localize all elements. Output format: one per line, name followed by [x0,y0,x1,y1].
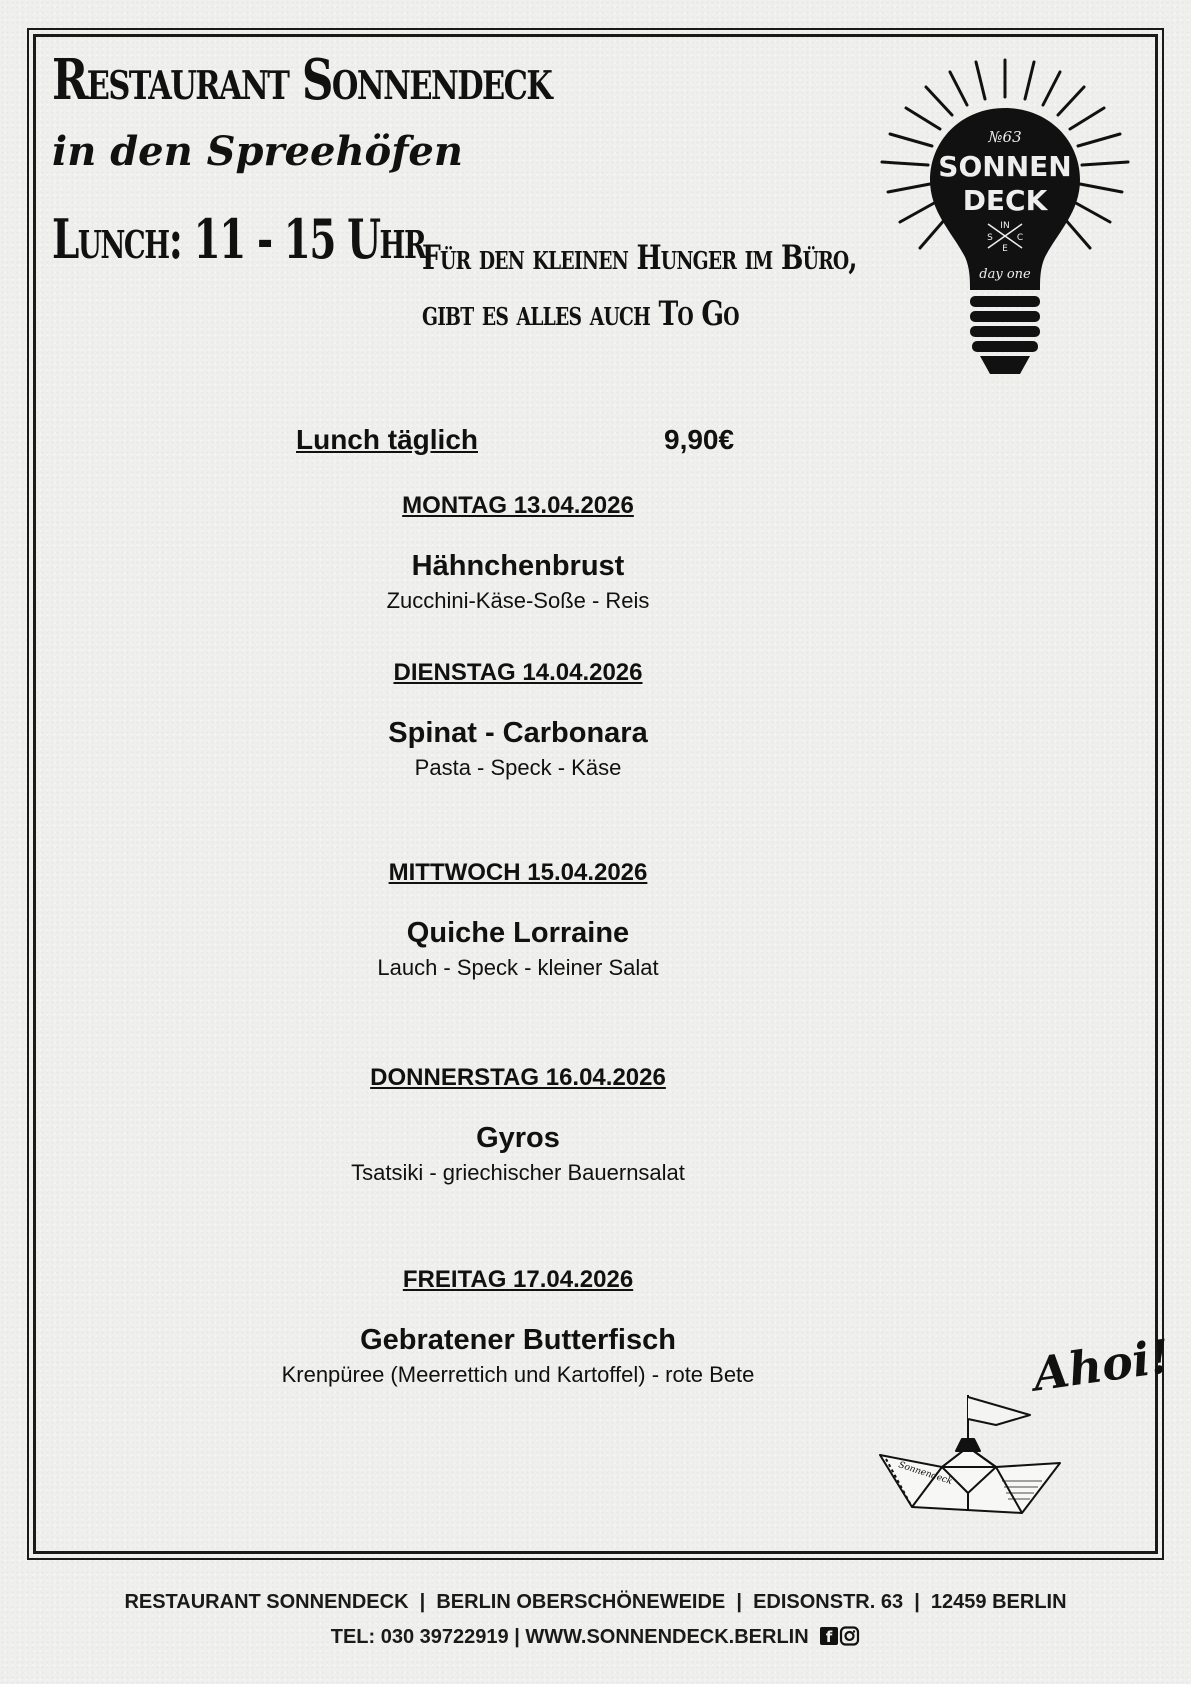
tagline-line-2: gibt es alles auch To Go [422,294,739,334]
dish-name: Spinat - Carbonara [388,717,648,749]
compass-label-n: IN [1000,221,1010,231]
lunch-hours: Lunch: 11 - 15 Uhr [52,207,426,271]
dish-description: Tsatsiki - griechischer Bauernsalat [351,1160,685,1185]
lightbulb-logo [870,52,1140,382]
tagline [422,230,857,342]
lunch-price-row [296,423,735,457]
compass-label-s: S [987,233,993,243]
dish-name: Gebratener Butterfisch [360,1324,676,1356]
social-icons [820,1626,860,1646]
facebook-letter: f [825,1628,833,1646]
tagline-line-1: Für den kleinen Hunger im Büro, [422,238,857,278]
facebook-icon[interactable] [820,1627,838,1646]
logo-tagline: day one [979,267,1031,282]
compass-label-c: C [1016,233,1024,243]
ahoi-script: Ahoi! [1029,1328,1174,1402]
dish-name: Hähnchenbrust [411,550,625,582]
instagram-icon[interactable] [841,1628,858,1645]
restaurant-title: Restaurant Sonnendeck [52,47,552,113]
day-heading: DONNERSTAG 16.04.2026 [370,1064,666,1091]
menu-day-monday [0,491,1036,615]
logo-word-1: SONNEN [938,150,1072,183]
dish-description: Pasta - Speck - Käse [414,755,622,780]
bulb-base-icon [970,296,1040,374]
lunch-price-label: Lunch täglich [296,424,478,455]
menu-day-tuesday [0,658,1036,782]
day-heading: DIENSTAG 14.04.2026 [393,659,643,686]
logo-word-2: DECK [962,184,1048,217]
dish-description: Krenpüree (Meerrettich und Kartoffel) - rote Bete [281,1362,755,1387]
dish-description: Zucchini-Käse-Soße - Reis [386,588,650,613]
dish-description: Lauch - Speck - kleiner Salat [377,955,659,980]
day-heading: MITTWOCH 15.04.2026 [388,859,648,886]
footer-contact-text: TEL: 030 39722919 | WWW.SONNENDECK.BERLIN [330,1626,809,1648]
dish-name: Gyros [476,1122,560,1154]
footer-address: RESTAURANT SONNENDECK | BERLIN OBERSCHÖNEWEIDE | EDISONSTR. 63 | 12459 BERLIN [124,1591,1067,1613]
day-heading: MONTAG 13.04.2026 [402,492,634,519]
dish-name: Quiche Lorraine [406,917,630,949]
menu-day-friday [0,1265,1036,1389]
menu-day-wednesday [0,858,1036,982]
day-heading: FREITAG 17.04.2026 [402,1266,634,1293]
restaurant-subtitle: in den Spreehöfen [52,128,463,175]
lunch-price-value: 9,90€ [664,424,735,455]
footer-contact [0,1624,1191,1650]
logo-number: №63 [988,128,1022,146]
boat-label: Sonnendeck [897,1460,954,1488]
compass-label-e: E [1002,244,1008,254]
paper-boat-icon [872,1385,1072,1525]
menu-day-thursday [0,1063,1036,1187]
